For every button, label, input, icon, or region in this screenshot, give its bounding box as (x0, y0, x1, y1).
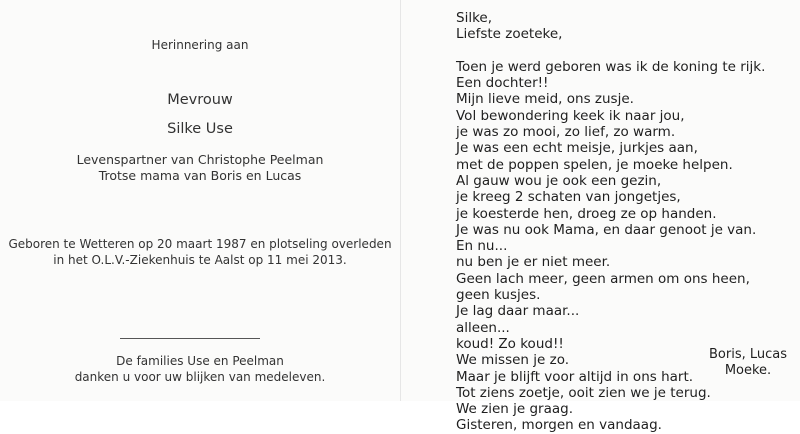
poem-line: nu ben je er niet meer. (456, 254, 611, 271)
card-fold-line (400, 0, 401, 401)
poem-line: je koesterde hen, droeg ze op handen. (456, 205, 717, 222)
poem-line: Toen je werd geboren was ik de koning te rijk. (456, 58, 766, 75)
deceased-name: Silke Use (167, 121, 233, 137)
thanks-line: De families Use en Peelman (116, 354, 284, 368)
life-facts (0, 236, 400, 268)
poem-line: koud! Zo koud!! (456, 335, 564, 352)
facts-line: Geboren te Wetteren op 20 maart 1987 en plotseling overleden (8, 237, 392, 251)
poem-line: Je was een echt meisje, jurkjes aan, (456, 140, 698, 157)
relation-partner: Levenspartner van Christophe Peelman (76, 152, 324, 167)
poem-line: Je was nu ook Mama, en daar genoot je van. (456, 221, 757, 238)
intro-text: Herinnering aan (151, 38, 249, 52)
poem-line: We missen je zo. (456, 352, 570, 369)
poem-line: We zien je graag. (456, 401, 574, 418)
divider-line (120, 338, 260, 339)
poem-line: met de poppen spelen, je moeke helpen. (456, 156, 733, 173)
poem-line: Mijn lieve meid, ons zusje. (456, 91, 634, 108)
poem-line: Al gauw wou je ook een gezin, (456, 172, 662, 189)
poem-line: Tot ziens zoetje, ooit zien we je terug. (456, 384, 711, 401)
poem-line: Gisteren, morgen en vandaag. (456, 417, 662, 434)
right-panel (456, 0, 800, 434)
poem-line: geen kusjes. (456, 287, 541, 304)
poem-line: En nu... (456, 238, 508, 255)
poem-line: Maar je blijft voor altijd in ons hart. (456, 368, 694, 385)
relations-block (0, 152, 400, 184)
poem-line: Silke, (456, 10, 493, 26)
left-panel (0, 0, 400, 401)
thanks-block (0, 353, 400, 385)
facts-line: in het O.L.V.-Ziekenhuis te Aalst op 11 mei 2013. (53, 253, 347, 267)
signature-moeke: Moeke. (724, 363, 772, 378)
honorific-title: Mevrouw (167, 92, 233, 108)
signature-names: Boris, Lucas (709, 347, 788, 362)
signature-block (709, 347, 787, 379)
poem-line: je was zo mooi, zo lief, zo warm. (456, 124, 676, 141)
thanks-line: danken u voor uw blijken van medeleven. (74, 370, 326, 384)
poem-line: alleen... (456, 319, 510, 336)
poem-blank-line (456, 43, 765, 59)
poem-line: Vol bewondering keek ik naar jou, (456, 107, 685, 124)
poem-line: Een dochter!! (456, 75, 549, 92)
poem-line: Liefste zoeteke, (456, 26, 563, 43)
poem-line: je kreeg 2 schaten van jongetjes, (456, 189, 681, 206)
poem-line: Je lag daar maar... (456, 303, 580, 320)
relation-children: Trotse mama van Boris en Lucas (98, 168, 302, 183)
poem-line: Geen lach meer, geen armen om ons heen, (456, 270, 750, 287)
